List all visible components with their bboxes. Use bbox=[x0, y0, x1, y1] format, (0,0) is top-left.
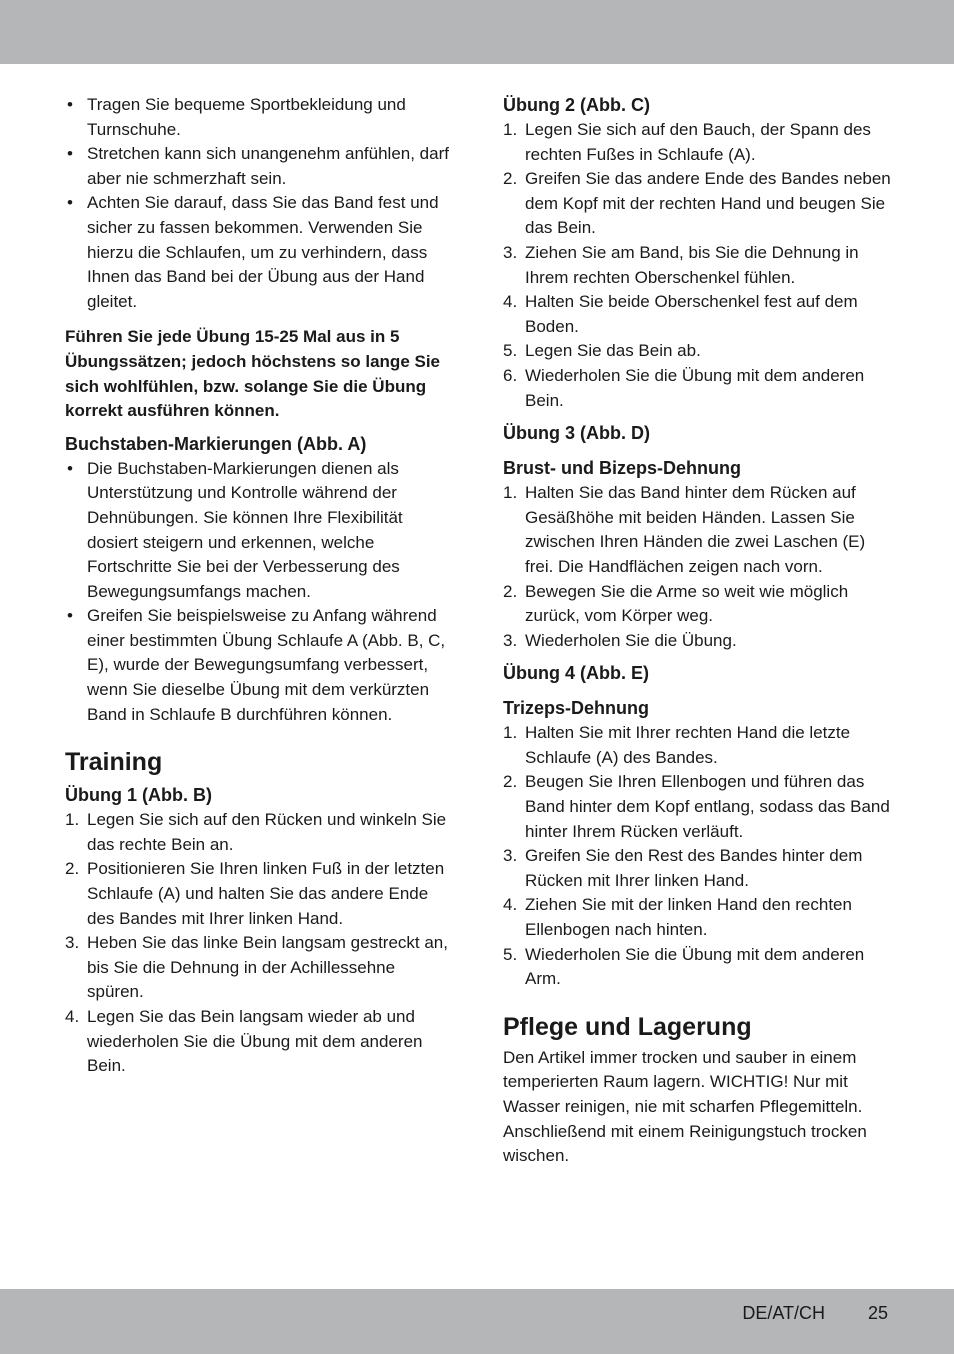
exercise2-steps bbox=[503, 118, 891, 413]
list-item: 2. Positionieren Sie Ihren linken Fuß in der letzten Schlaufe (A) und halten Sie das andere Ende des Bandes mit Ihrer linken Hand. bbox=[65, 859, 445, 928]
list-item: 3. Heben Sie das linke Bein langsam gestreckt an, bis Sie die Dehnung in der Achillessehne spüren. bbox=[65, 933, 448, 1002]
list-item: • Tragen Sie bequeme Sportbekleidung und Turnschuhe. bbox=[65, 93, 451, 142]
list-item: • Achten Sie darauf, dass Sie das Band fest und sicher zu fassen bekommen. Verwenden Sie hierzu die Schlaufen, um zu verhindern, dass Ihnen das Band bei der Übung aus der Hand gleitet. bbox=[65, 191, 451, 314]
care-text: Den Artikel immer trocken und sauber in einem temperierten Raum lagern. WICHTIG! Nur mit Wasser reinigen, nie mit scharfen Pflegemitteln. Anschließend mit einem Reinigungstuch trocken wischen. bbox=[503, 1047, 867, 1166]
exercise4-heading: Übung 4 (Abb. E) bbox=[503, 663, 649, 684]
list-item: 2. Beugen Sie Ihren Ellenbogen und führen das Band hinter dem Kopf entlang, sodass das Band hinter Ihrem Rücken verläuft. bbox=[503, 772, 890, 841]
markings-heading: Buchstaben-Markierungen (Abb. A) bbox=[65, 433, 367, 454]
exercise4-subheading: Trizeps-Dehnung bbox=[503, 698, 650, 719]
repetition-note: Führen Sie jede Übung 15-25 Mal aus in 5 Übungssätzen; jedoch höchstens so lange Sie sich wohlfühlen, bzw. solange Sie die Übung korrekt ausführen können. bbox=[65, 327, 441, 421]
exercise4-steps bbox=[503, 721, 891, 992]
exercise1-heading: Übung 1 (Abb. B) bbox=[65, 785, 212, 806]
list-item: 4. Ziehen Sie mit der linken Hand den rechten Ellenbogen nach hinten. bbox=[503, 895, 852, 940]
right-column bbox=[503, 93, 891, 1169]
list-item: 5. Legen Sie das Bein ab. bbox=[503, 341, 701, 361]
list-item: 3. Greifen Sie den Rest des Bandes hinter dem Rücken mit Ihrer linken Hand. bbox=[503, 846, 863, 890]
intro-bullet-list bbox=[65, 93, 451, 314]
care-heading: Pflege und Lagerung bbox=[503, 1012, 752, 1041]
list-item: 1. Halten Sie mit Ihrer rechten Hand die letzte Schlaufe (A) des Bandes. bbox=[503, 723, 851, 767]
left-column bbox=[65, 93, 451, 1079]
list-item: 6. Wiederholen Sie die Übung mit dem anderen Bein. bbox=[503, 365, 865, 410]
list-item: 1. Legen Sie sich auf den Rücken und winkeln Sie das rechte Bein an. bbox=[65, 810, 447, 854]
list-item: 3. Ziehen Sie am Band, bis Sie die Dehnung in Ihrem rechten Oberschenkel fühlen. bbox=[503, 242, 859, 287]
list-item: 4. Legen Sie das Bein langsam wieder ab und wiederholen Sie die Übung mit dem anderen Bein. bbox=[65, 1007, 423, 1076]
list-item: 1. Halten Sie das Band hinter dem Rücken auf Gesäßhöhe mit beiden Händen. Lassen Sie zwischen Ihren Händen die zwei Laschen (E) frei. Die Handflächen zeigen nach vorn. bbox=[503, 483, 866, 576]
exercise3-steps bbox=[503, 481, 891, 653]
training-heading: Training bbox=[65, 748, 163, 777]
list-item: 2. Greifen Sie das andere Ende des Bandes neben dem Kopf mit der rechten Hand und beugen Sie das Bein. bbox=[503, 169, 891, 238]
list-item: • Stretchen kann sich unangenehm anfühlen, darf aber nie schmerzhaft sein. bbox=[65, 142, 451, 191]
list-item: • Greifen Sie beispielsweise zu Anfang während einer bestimmten Übung Schlaufe A (Abb. B, C, E), wurde der Bewegungsumfang verbessert, wenn Sie dieselbe Übung mit dem verkürzten Band in Schlaufe B durchführen können. bbox=[65, 604, 451, 727]
page-number: 25 bbox=[867, 1303, 888, 1323]
list-item: 1. Legen Sie sich auf den Bauch, der Spann des rechten Fußes in Schlaufe (A). bbox=[503, 120, 871, 164]
exercise2-heading: Übung 2 (Abb. C) bbox=[503, 95, 650, 115]
exercise3-heading: Übung 3 (Abb. D) bbox=[503, 423, 650, 444]
list-item: 3. Wiederholen Sie die Übung. bbox=[503, 630, 737, 650]
list-item: 4. Halten Sie beide Oberschenkel fest auf dem Boden. bbox=[503, 292, 858, 336]
list-item: 2. Bewegen Sie die Arme so weit wie möglich zurück, vom Körper weg. bbox=[503, 581, 849, 626]
markings-bullet-list bbox=[65, 457, 451, 728]
list-item: 5. Wiederholen Sie die Übung mit dem anderen Arm. bbox=[503, 944, 865, 989]
header-bar bbox=[0, 0, 954, 64]
list-item: • Die Buchstaben-Markierungen dienen als Unterstützung und Kontrolle während der Dehnübungen. Sie können Ihre Flexibilität dosiert steigern und erkennen, welche Fortschritte Sie bei der Verbesserung des Bewegungsumfangs machen. bbox=[65, 457, 451, 605]
footer-region-label: DE/AT/CH bbox=[742, 1303, 825, 1323]
exercise3-subheading: Brust- und Bizeps-Dehnung bbox=[503, 458, 741, 479]
exercise1-steps bbox=[65, 808, 451, 1079]
